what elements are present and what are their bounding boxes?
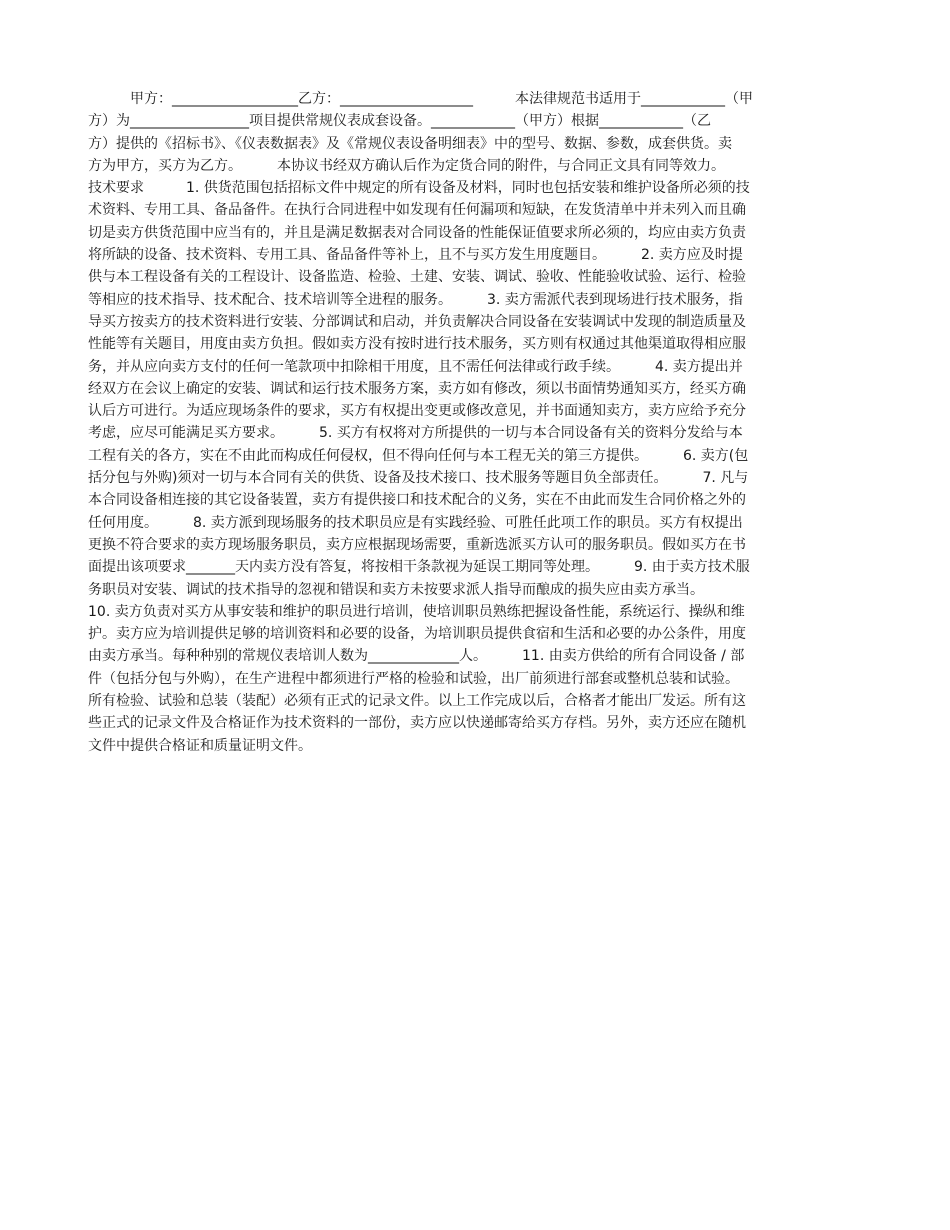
text-line: 等相应的技术指导、技术配合、技术培训等全进程的服务。 3. 卖方需派代表到现场进行技术服务，指 <box>88 291 743 308</box>
text-line: 护。卖方应为培训提供足够的培训资料和必要的设备，为培训职员提供食宿和生活和必要的办公条件，用度 <box>88 626 746 643</box>
text-line: 术资料、专用工具、备品备件。在执行合同进程中如发现有任何漏项和短缺，在发货清单中并未列入而且确 <box>88 202 746 219</box>
text-line: 技术要求 1. 供货范围包括招标文件中规定的所有设备及材料，同时也包括安装和维护设备所必须的技 <box>88 180 750 197</box>
text-line: 导买方按卖方的技术资料进行安装、分部调试和启动，并负责解决合同设备在安装调试中发现的制造质量及 <box>88 313 746 330</box>
text-line: 切是卖方供货范围中应当有的，并且是满足数据表对合同设备的性能保证值要求所必须的，均应由卖方负责 <box>88 224 746 241</box>
text-line: 务，并从应向卖方支付的任何一笔款项中扣除相干用度，且不需任何法律或行政手续。 4. 卖方提出并 <box>88 358 743 375</box>
text-line: 考虑，应尽可能满足买方要求。 5. 买方有权将对方所提供的一切与本合同设备有关的资料分发给与本 <box>88 425 743 442</box>
text-line: 文件中提供合格证和质量证明文件。 <box>88 737 312 754</box>
text-line: 方为甲方，买方为乙方。 本协议书经双方确认后作为定货合同的附件，与合同正文具有同等效力。 <box>88 157 725 174</box>
text-line: 性能等有关题目，用度由卖方负担。假如卖方没有按时进行技术服务，买方则有权通过其他渠道取得相应服 <box>88 336 746 353</box>
text-line: 10. 卖方负责对买方从事安装和维护的职员进行培训，使培训职员熟练把握设备性能，系统运行、操纵和维 <box>88 603 745 620</box>
text-line: 供与本工程设备有关的工程设计、设备监造、检验、土建、安装、调试、验收、性能验收试验、运行、检验 <box>88 269 746 286</box>
text-line: 方）为_________________项目提供常规仪表成套设备。____________（甲方）根据____________（乙 <box>88 113 711 130</box>
text-line: 括分包与外购)须对一切与本合同有关的供货、设备及技术接口、技术服务等题目负全部责任。 7. 凡与 <box>88 470 749 487</box>
document-body <box>88 88 860 757</box>
text-line: 本合同设备相连接的其它设备装置，卖方有提供接口和技术配合的义务，实在不由此而发生合同价格之外的 <box>88 492 746 509</box>
text-line: 将所缺的设备、技术资料、专用工具、备品备件等补上，且不与买方发生用度题目。 2. 卖方应及时提 <box>88 247 743 264</box>
text-line: 甲方：__________________乙方：___________________ 本法律规范书适用于____________（甲 <box>88 91 753 107</box>
text-line: 工程有关的各方，实在不由此而构成任何侵权，但不得向任何与本工程无关的第三方提供。 6. 卖方(包 <box>88 447 749 464</box>
text-line: 所有检验、试验和总装（装配）必须有正式的记录文件。以上工作完成以后，合格者才能出厂发运。所有这 <box>88 693 746 710</box>
text-line: 面提出该项要求_______天内卖方没有答复，将按相干条款视为延误工期同等处理。 9. 由于卖方技术服 <box>88 559 750 576</box>
text-line: 方）提供的《招标书》、《仪表数据表》及《常规仪表设备明细表》中的型号、数据、参数，成套供货。卖 <box>88 135 732 152</box>
text-line: 务职员对安装、调试的技术指导的忽视和错误和卖方未按要求派人指导而酿成的损失应由卖方承当。 <box>88 581 704 598</box>
text-line: 任何用度。 8. 卖方派到现场服务的技术职员应是有实践经验、可胜任此项工作的职员。买方有权提出 <box>88 514 743 531</box>
text-line: 件（包括分包与外购），在生产进程中都须进行严格的检验和试验，出厂前须进行部套或整机总装和试验。 <box>88 670 739 687</box>
text-line: 更换不符合要求的卖方现场服务职员，卖方应根据现场需要，重新选派买方认可的服务职员。假如买方在书 <box>88 536 746 553</box>
text-line: 由卖方承当。每种种别的常规仪表培训人数为_____________人。 11. 由卖方供给的所有合同设备 / 部 <box>88 648 745 665</box>
text-line: 经双方在会议上确定的安装、调试和运行技术服务方案，卖方如有修改，须以书面情势通知买方，经买方确 <box>88 380 746 397</box>
text-line: 些正式的记录文件及合格证作为技术资料的一部份，卖方应以快递邮寄给买方存档。另外，卖方还应在随机 <box>88 715 746 732</box>
text-line: 认后方可进行。为适应现场条件的要求，买方有权提出变更或修改意见，并书面通知卖方，卖方应给予充分 <box>88 403 746 420</box>
